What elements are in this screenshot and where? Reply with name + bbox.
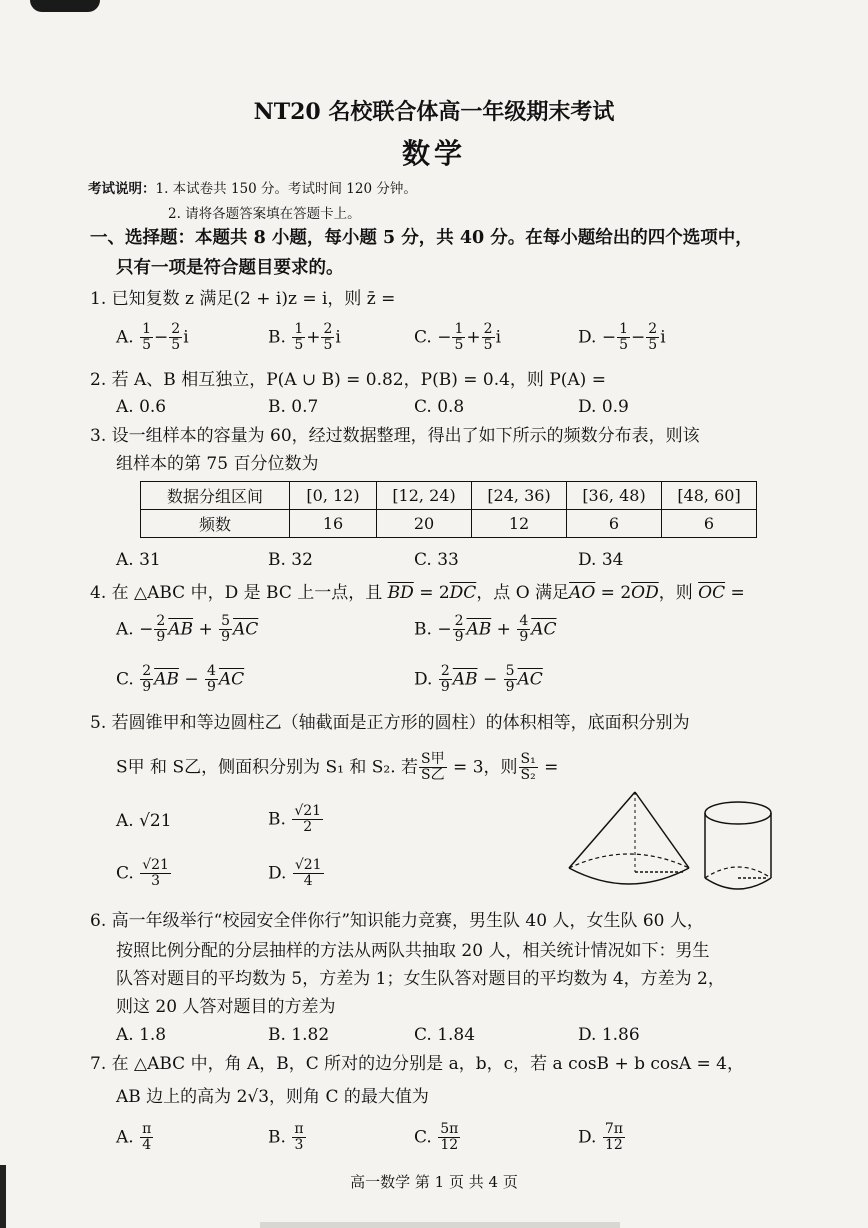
q1-option-d: D. − $\frac{1}{5}$ − $\frac{2}{5}$ i <box>578 321 666 354</box>
q3-option-c: C. 33 <box>414 550 459 570</box>
q3-stem-line1: 3. 设一组样本的容量为 60，经过数据整理，得出了如下所示的频数分布表，则该 <box>90 426 700 446</box>
q7-stem-line1: 7. 在 △ABC 中，角 A，B，C 所对的边分别是 a，b，c，若 a cosB + b cosA = 4， <box>90 1054 745 1074</box>
q3-option-a: A. 31 <box>116 550 161 570</box>
q5-stem-line1: 5. 若圆锥甲和等边圆柱乙（轴截面是正方形的圆柱）的体积相等，底面积分别为 <box>90 713 690 733</box>
table-header-cell: 频数 <box>141 510 290 538</box>
table-cell: [48, 60] <box>662 482 757 510</box>
q1-option-b: B. $\frac{1}{5}$ + $\frac{2}{5}$ i <box>268 321 341 354</box>
q6-option-d: D. 1.86 <box>578 1025 640 1045</box>
q5-stem-line2: S甲 和 S乙，侧面积分别为 S₁ 和 S₂. 若 $\frac{\text{S甲}}{\text{S乙}}$ = 3，则 $\frac{\text{S₁}}{\text{S₂}}$ = <box>116 751 559 784</box>
subject-title: 数学 <box>401 137 466 170</box>
q7-option-a: A. $\frac{\pi}{4}$ <box>116 1121 152 1154</box>
table-cell: 12 <box>472 510 567 538</box>
table-cell: 6 <box>567 510 662 538</box>
instructions-line2: 2. 请将各题答案填在答题卡上。 <box>168 206 361 222</box>
table-cell: [0, 12) <box>290 482 377 510</box>
table-row <box>141 510 757 538</box>
q6-stem-line2: 按照比例分配的分层抽样的方法从两队共抽取 20 人，相关统计情况如下：男生 <box>116 941 710 961</box>
table-row <box>141 482 757 510</box>
q7-option-d: D. $\frac{7\pi}{12}$ <box>578 1121 623 1154</box>
q3-option-d: D. 34 <box>578 550 624 570</box>
exam-title: NT20 名校联合体高一年级期末考试 <box>253 99 615 125</box>
q2-option-a: A. 0.6 <box>116 397 167 417</box>
scan-edge-bottom <box>260 1222 620 1228</box>
scan-edge-mark <box>30 0 100 12</box>
q2-stem: 2. 若 A、B 相互独立，P(A ∪ B) = 0.82，P(B) = 0.4，则 P(A) = <box>90 370 606 390</box>
q5-option-a: A. √21 <box>116 811 172 831</box>
q6-stem-line3: 队答对题目的平均数为 5，方差为 1；女生队答对题目的平均数为 4，方差为 2， <box>116 969 725 989</box>
table-cell: [24, 36) <box>472 482 567 510</box>
table-header-cell: 数据分组区间 <box>141 482 290 510</box>
q5-option-b: B. $\frac{√21}{2}$ <box>268 803 322 836</box>
q6-option-a: A. 1.8 <box>116 1025 167 1045</box>
q1-stem: 1. 已知复数 z 满足(2 + i)z = i，则 z̄ = <box>90 289 396 309</box>
q7-option-c: C. $\frac{5\pi}{12}$ <box>414 1121 459 1154</box>
q6-option-c: C. 1.84 <box>414 1025 476 1045</box>
table-cell: 16 <box>290 510 377 538</box>
q2-option-c: C. 0.8 <box>414 397 465 417</box>
cylinder-figure <box>700 798 776 898</box>
q6-stem-line1: 6. 高一年级举行“校园安全伴你行”知识能力竞赛，男生队 40 人，女生队 60 人， <box>90 911 704 931</box>
q5-option-d: D. $\frac{√21}{4}$ <box>268 857 322 890</box>
table-cell: 20 <box>377 510 472 538</box>
q3-stem-line2: 组样本的第 75 百分位数为 <box>116 454 319 474</box>
instructions-label: 考试说明： <box>88 181 156 197</box>
q4-stem: 4. 在 △ABC 中，D 是 BC 上一点，且 $\overline{BD} = 2\overline{DC}$，点 O 满足$\overline{AO} = 2\overline{OD}$，则 $\overline{OC}$ = <box>90 583 745 603</box>
q4-option-a: A. − $\frac{2}{9}$ $\overline{AB}$ + $\frac{5}{9}$ $\overline{AC}$ <box>116 613 259 646</box>
q1-option-c: C. − $\frac{1}{5}$ + $\frac{2}{5}$ i <box>414 321 501 354</box>
page-footer: 高一数学 第 1 页 共 4 页 <box>350 1173 518 1191</box>
table-cell: 6 <box>662 510 757 538</box>
frequency-table <box>140 481 757 538</box>
q5-option-c: C. $\frac{√21}{3}$ <box>116 857 169 890</box>
table-cell: [36, 48) <box>567 482 662 510</box>
section-heading-line2: 只有一项是符合题目要求的。 <box>116 258 344 278</box>
cone-figure <box>565 788 693 894</box>
q4-option-b: B. − $\frac{2}{9}$ $\overline{AB}$ + $\frac{4}{9}$ $\overline{AC}$ <box>414 613 557 646</box>
q2-option-d: D. 0.9 <box>578 397 629 417</box>
q7-option-b: B. $\frac{\pi}{3}$ <box>268 1121 304 1154</box>
q3-option-b: B. 32 <box>268 550 313 570</box>
q1-option-a: A. $\frac{1}{5}$ − $\frac{2}{5}$ i <box>116 321 189 354</box>
q2-option-b: B. 0.7 <box>268 397 319 417</box>
instructions-line1 <box>88 182 417 198</box>
q4-option-d: D. $\frac{2}{9}$ $\overline{AB}$ − $\frac{5}{9}$ $\overline{AC}$ <box>414 663 543 696</box>
q4-option-c: C. $\frac{2}{9}$ $\overline{AB}$ − $\frac{4}{9}$ $\overline{AC}$ <box>116 663 245 696</box>
instructions-text1: 1. 本试卷共 150 分。考试时间 120 分钟。 <box>155 181 417 197</box>
q7-stem-line2: AB 边上的高为 2√3，则角 C 的最大值为 <box>116 1087 429 1107</box>
q6-option-b: B. 1.82 <box>268 1025 330 1045</box>
q6-stem-line4: 则这 20 人答对题目的方差为 <box>116 997 336 1017</box>
table-cell: [12, 24) <box>377 482 472 510</box>
section-heading-line1: 一、选择题：本题共 8 小题，每小题 5 分，共 40 分。在每小题给出的四个选项中， <box>90 228 753 248</box>
